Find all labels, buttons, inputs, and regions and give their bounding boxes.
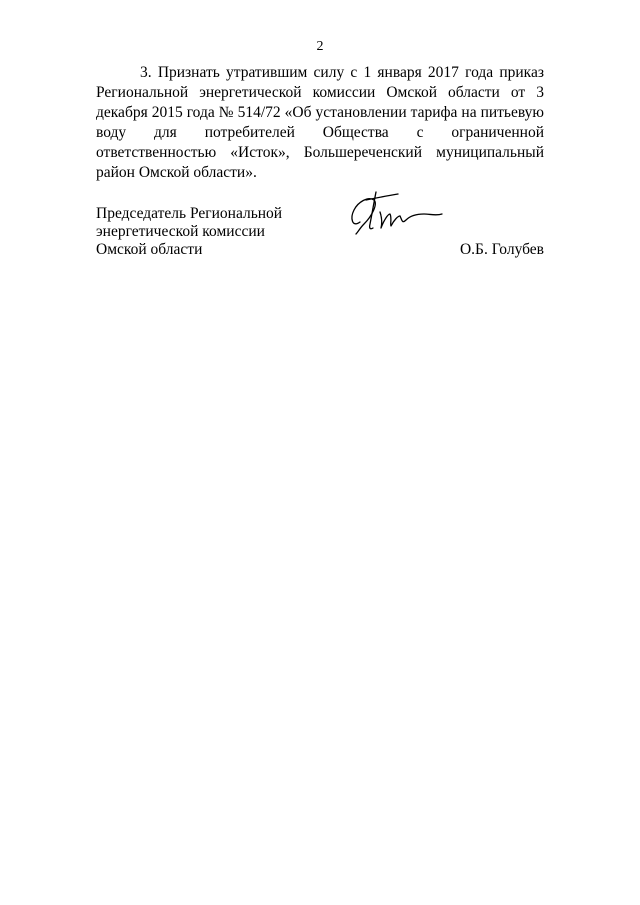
- page-number: 2: [316, 39, 324, 54]
- signatory-title-line: Омской области: [96, 241, 203, 258]
- paragraph-item-3: 3. Признать утратившим силу с 1 января 2017 года приказ Региональной энергетической комиссии Омской области от 3 декабря 2015 года № 514/72 «Об установлении тарифа на питьевую воду для потребителей Общества с ограниченной ответственностью «Исток», Большереченский муниципальный район Омской области».: [96, 64, 544, 181]
- signatory-name: О.Б. Голубев: [459, 241, 544, 258]
- signatory-title-line: Председатель Региональной: [96, 205, 283, 222]
- handwritten-signature: [346, 188, 446, 238]
- signatory-title-line: энергетической комиссии: [96, 223, 265, 240]
- signatory-title: [96, 205, 326, 259]
